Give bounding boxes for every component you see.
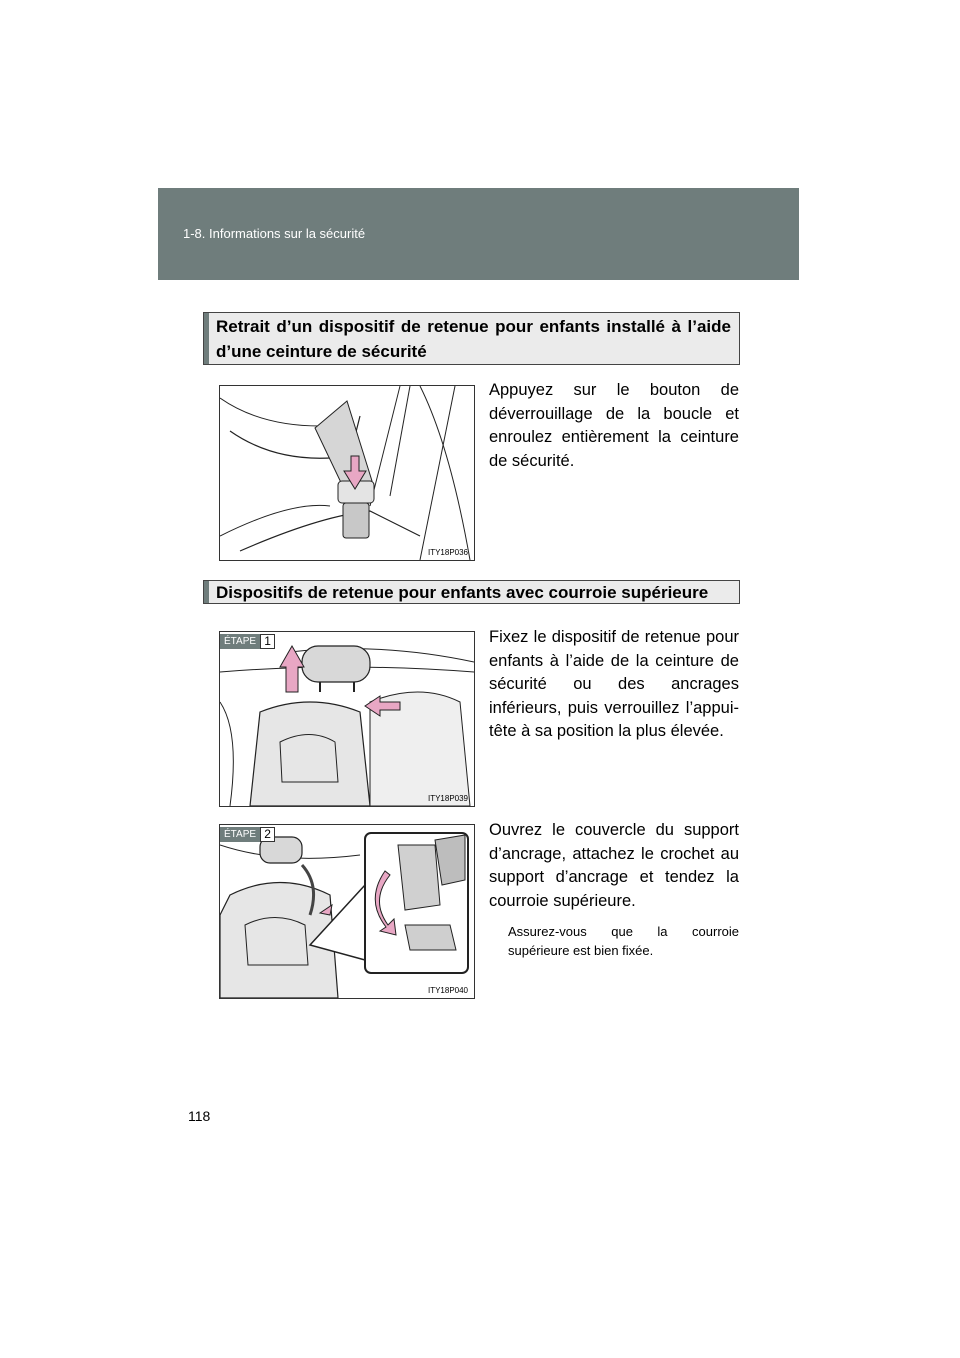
instruction-text-step-1: Fixez le dispositif de retenue pour enfants à l’aide de la ceinture de sécurité ou des ancrages inférieurs, puis verrouillez l’appui-tête à sa position la plus élevée.	[489, 628, 739, 740]
step-badge-1	[220, 634, 275, 649]
heading-seatbelt-removal: Retrait d’un dispositif de retenue pour enfants installé à l’aide d’une ceinture de sécurité	[203, 312, 740, 365]
step-number: 1	[260, 634, 275, 649]
headrest-raise-illustration	[220, 632, 474, 806]
anchor-bracket-illustration	[220, 825, 474, 998]
instruction-text-step-2: Ouvrez le couvercle du support d’ancrage, attachez le crochet au support d’ancrage et tendez la courroie supérieure.	[489, 821, 739, 910]
step-word: ÉTAPE	[220, 827, 260, 842]
instruction-text-removal: Appuyez sur le bouton de déverrouillage de la boucle et enroulez entièrement la ceinture de sécurité.	[489, 381, 739, 470]
figure-code: ITY18P040	[427, 986, 468, 995]
figure-code: ITY18P036	[427, 548, 468, 557]
figure-step-2	[219, 824, 475, 999]
section-title: 1-8. Informations sur la sécurité	[183, 226, 366, 241]
step-badge-2	[220, 827, 275, 842]
figure-code: ITY18P039	[427, 794, 468, 803]
page-number: 118	[188, 1108, 211, 1124]
step-word: ÉTAPE	[220, 634, 260, 649]
seatbelt-buckle-illustration	[220, 386, 474, 560]
note-text-step-2: Assurez-vous que la courroie supérieure est bien fixée.	[508, 924, 739, 958]
figure-seatbelt-buckle	[219, 385, 475, 561]
heading-top-tether: Dispositifs de retenue pour enfants avec courroie supérieure	[203, 580, 740, 604]
step-number: 2	[260, 827, 275, 842]
figure-step-1	[219, 631, 475, 807]
